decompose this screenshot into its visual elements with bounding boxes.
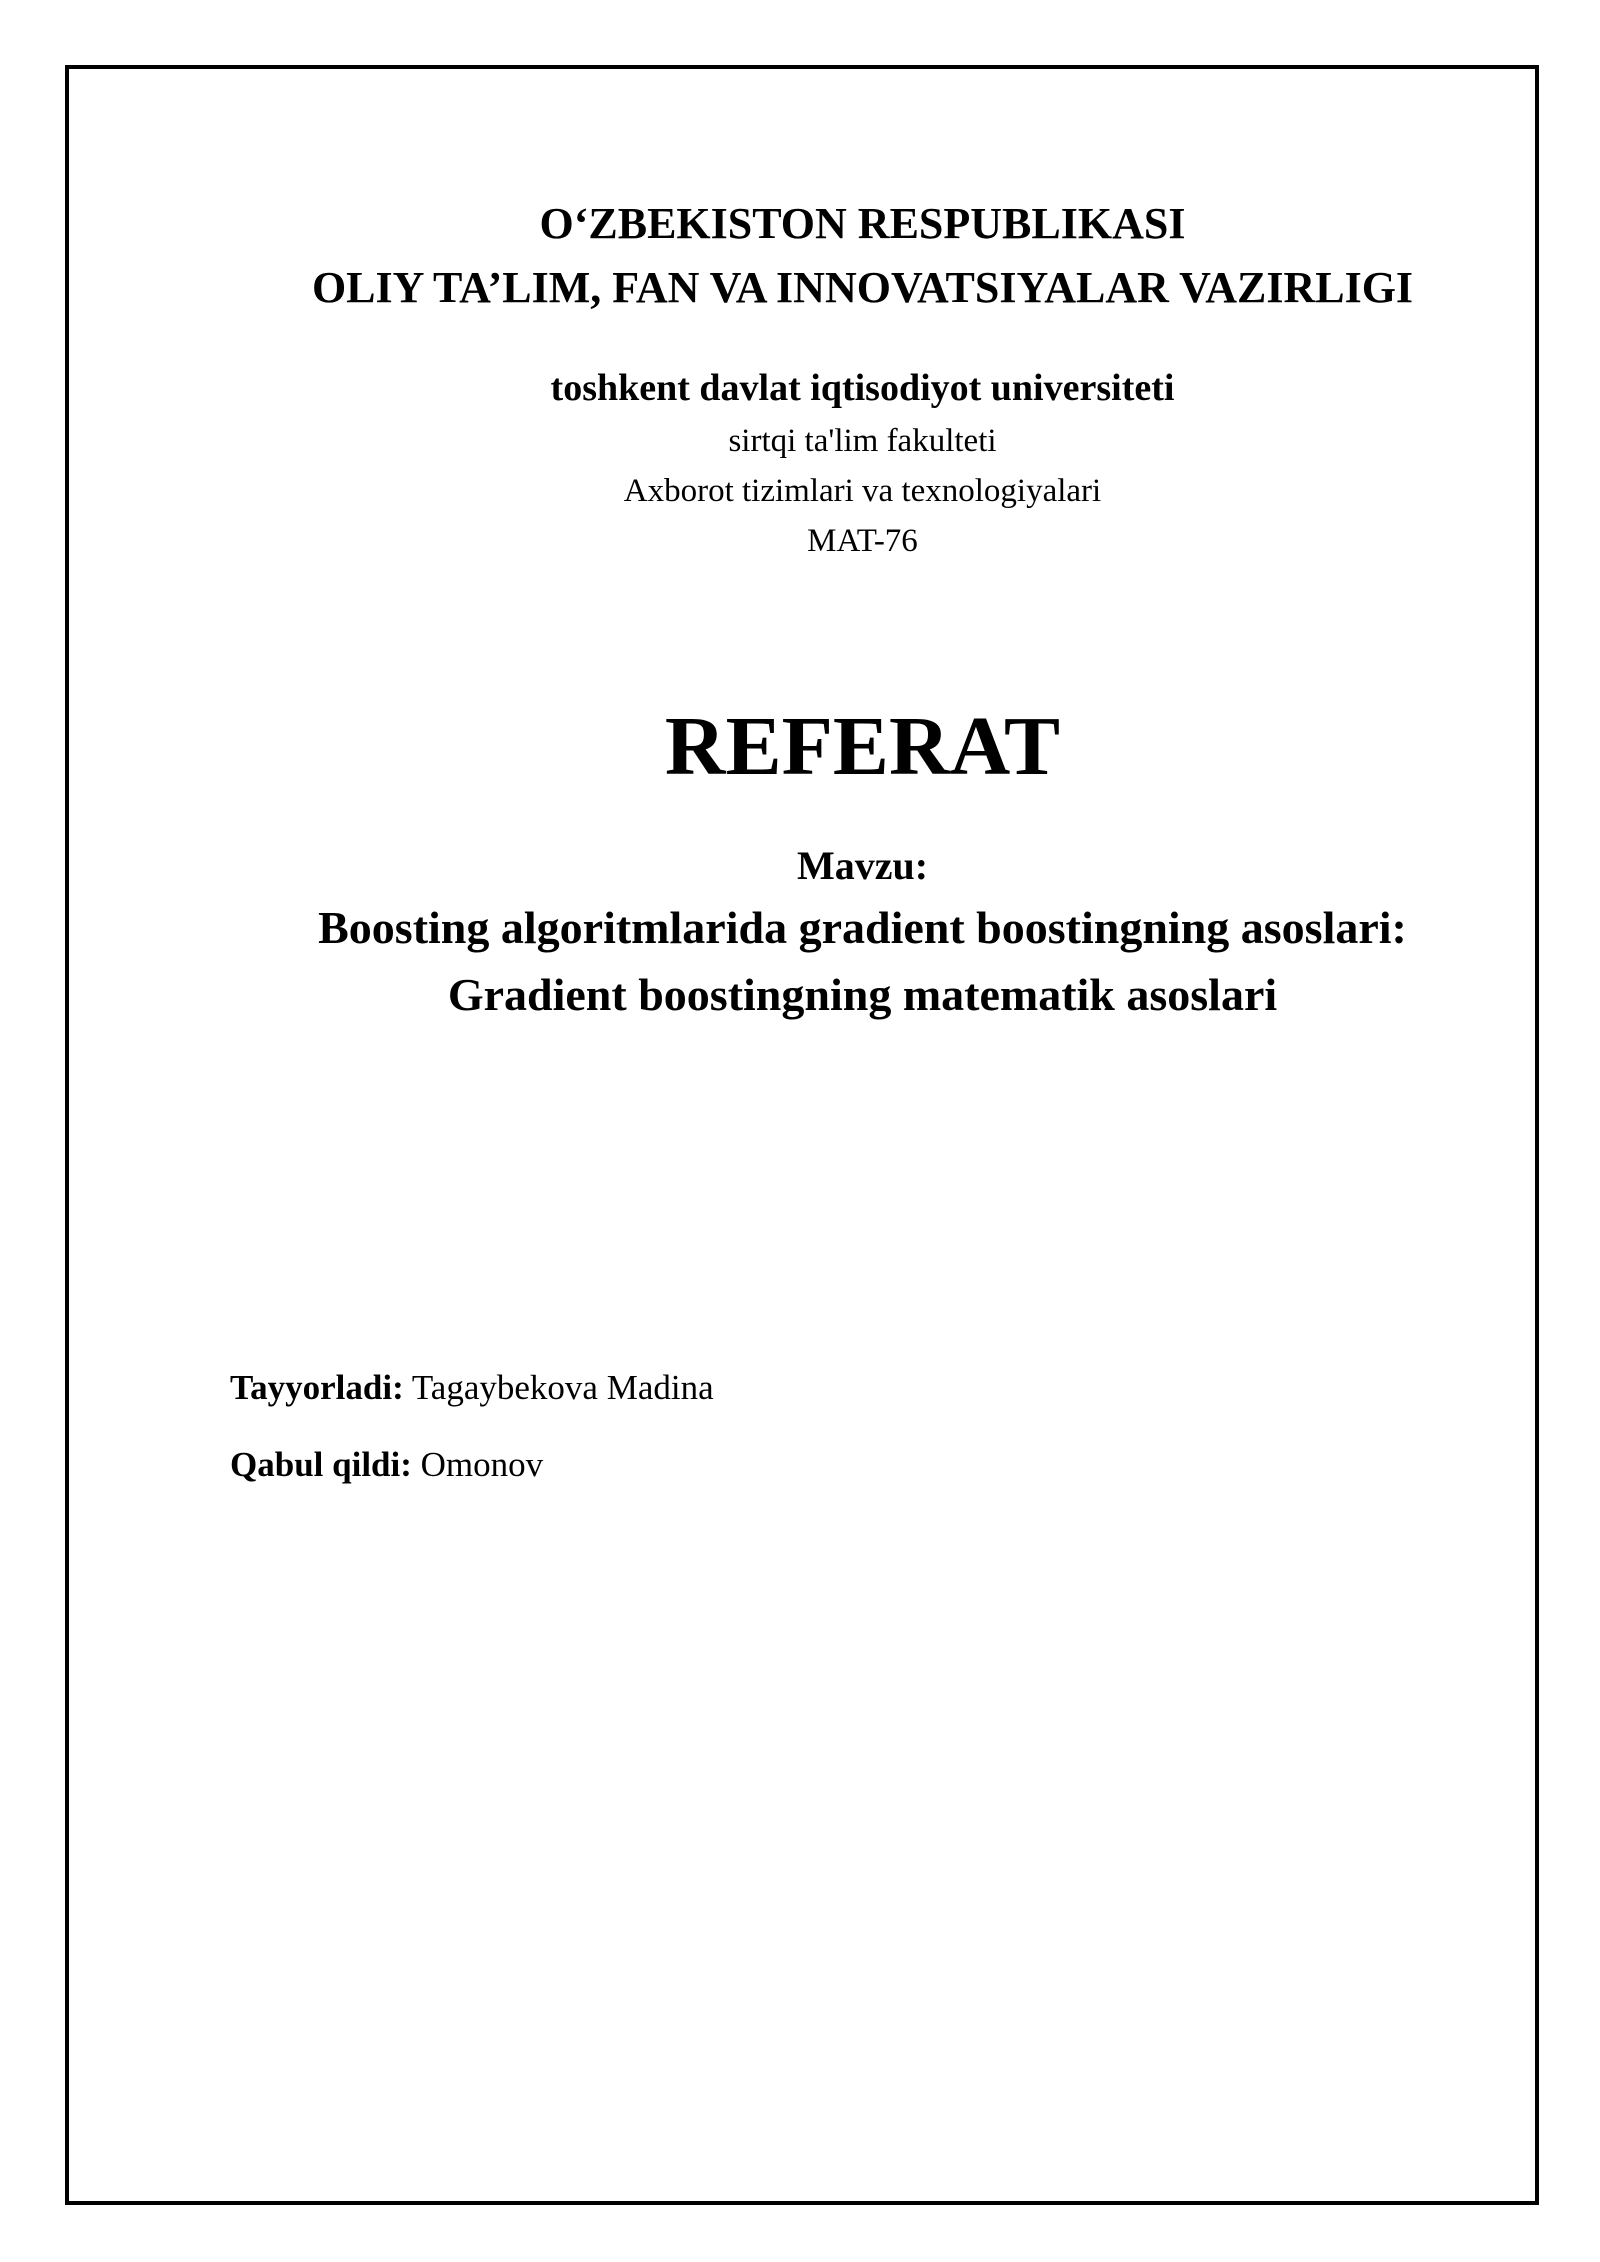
topic-label: Mavzu: (796, 843, 929, 888)
ministry-title: OLIY TA’LIM, FAN VA INNOVATSIYALAR VAZIRLIGI (311, 263, 1414, 312)
faculty-name: sirtqi ta'lim fakulteti (728, 423, 997, 459)
accepted-by-name: Omonov (420, 1445, 544, 1484)
department-name: Axborot tizimlari va texnologiyalari (623, 473, 1102, 509)
group-name: MAT-76 (807, 523, 918, 559)
topic-line-1: Boosting algoritmlarida gradient boostingning asoslari: (318, 902, 1407, 953)
university-name: toshkent davlat iqtisodiyot universiteti (550, 367, 1175, 409)
prepared-by-name: Tagaybekova Madina (411, 1368, 714, 1407)
country-title: O‘ZBEKISTON RESPUBLIKASI (539, 199, 1186, 248)
topic-line-2: Gradient boostingning matematik asoslari (447, 969, 1278, 1020)
prepared-by (230, 1363, 714, 1413)
document-type: REFERAT (664, 700, 1061, 793)
prepared-by-label: Tayyorladi: (230, 1368, 404, 1407)
accepted-by (230, 1440, 543, 1490)
accepted-by-label: Qabul qildi: (230, 1445, 412, 1484)
